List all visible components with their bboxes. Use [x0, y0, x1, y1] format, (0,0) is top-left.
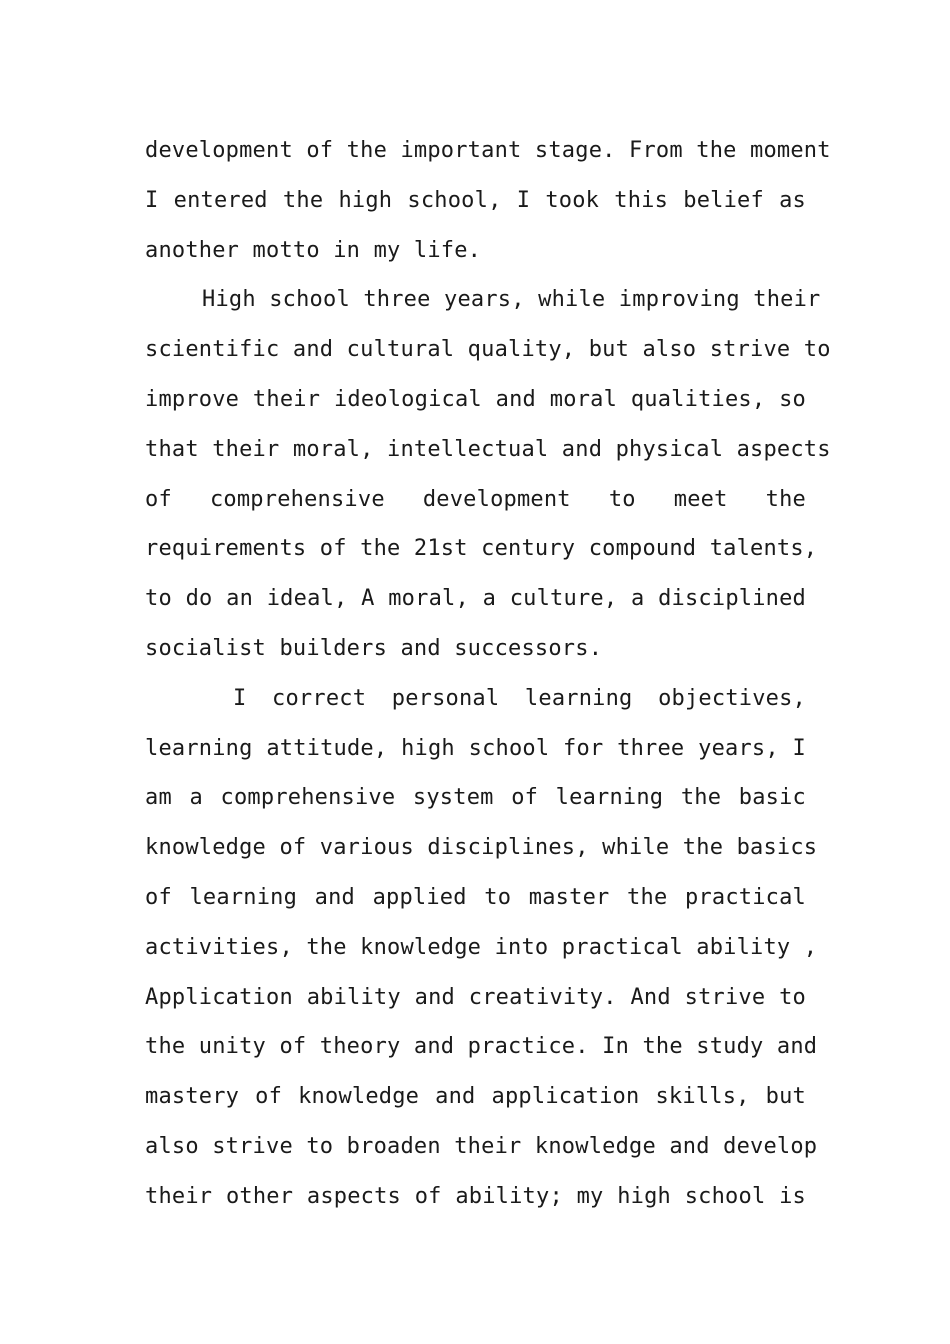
- text-line: the unity of theory and practice. In the study and: [145, 1034, 818, 1060]
- text-line: to do an ideal, A moral, a culture, a disciplined: [145, 586, 806, 612]
- text-line: I correct personal learning objectives,: [233, 685, 806, 711]
- paragraph-1: [145, 126, 831, 275]
- text-line: improve their ideological and moral qualities, so: [145, 386, 806, 412]
- text-line: knowledge of various disciplines, while the basics: [145, 835, 818, 861]
- text-line: Application ability and creativity. And strive to: [145, 984, 806, 1010]
- text-line: development of the important stage. From the moment: [145, 138, 831, 163]
- text-line: High school three years, while improving their: [202, 287, 821, 313]
- text-line: learning attitude, high school for three years, I: [145, 735, 806, 761]
- text-line: scientific and cultural quality, but also strive to: [145, 337, 831, 363]
- paragraph-3: [145, 674, 818, 1222]
- body-text: [145, 126, 831, 1222]
- text-line: activities, the knowledge into practical ability ,: [145, 934, 818, 960]
- text-line: requirements of the 21st century compound talents,: [145, 536, 818, 562]
- text-line: socialist builders and successors.: [145, 635, 603, 661]
- text-line: also strive to broaden their knowledge and develop: [145, 1133, 818, 1159]
- text-line: of learning and applied to master the practical: [145, 884, 806, 910]
- text-line: their other aspects of ability; my high school is: [145, 1183, 806, 1209]
- text-line: I entered the high school, I took this belief as: [145, 187, 806, 213]
- text-line: that their moral, intellectual and physical aspects: [145, 436, 831, 462]
- paragraph-2: [145, 275, 831, 673]
- text-line: another motto in my life.: [145, 237, 482, 263]
- text-line: mastery of knowledge and application skills, but: [145, 1084, 806, 1110]
- text-line: of comprehensive development to meet the: [145, 486, 806, 512]
- text-line: am a comprehensive system of learning the basic: [145, 785, 806, 811]
